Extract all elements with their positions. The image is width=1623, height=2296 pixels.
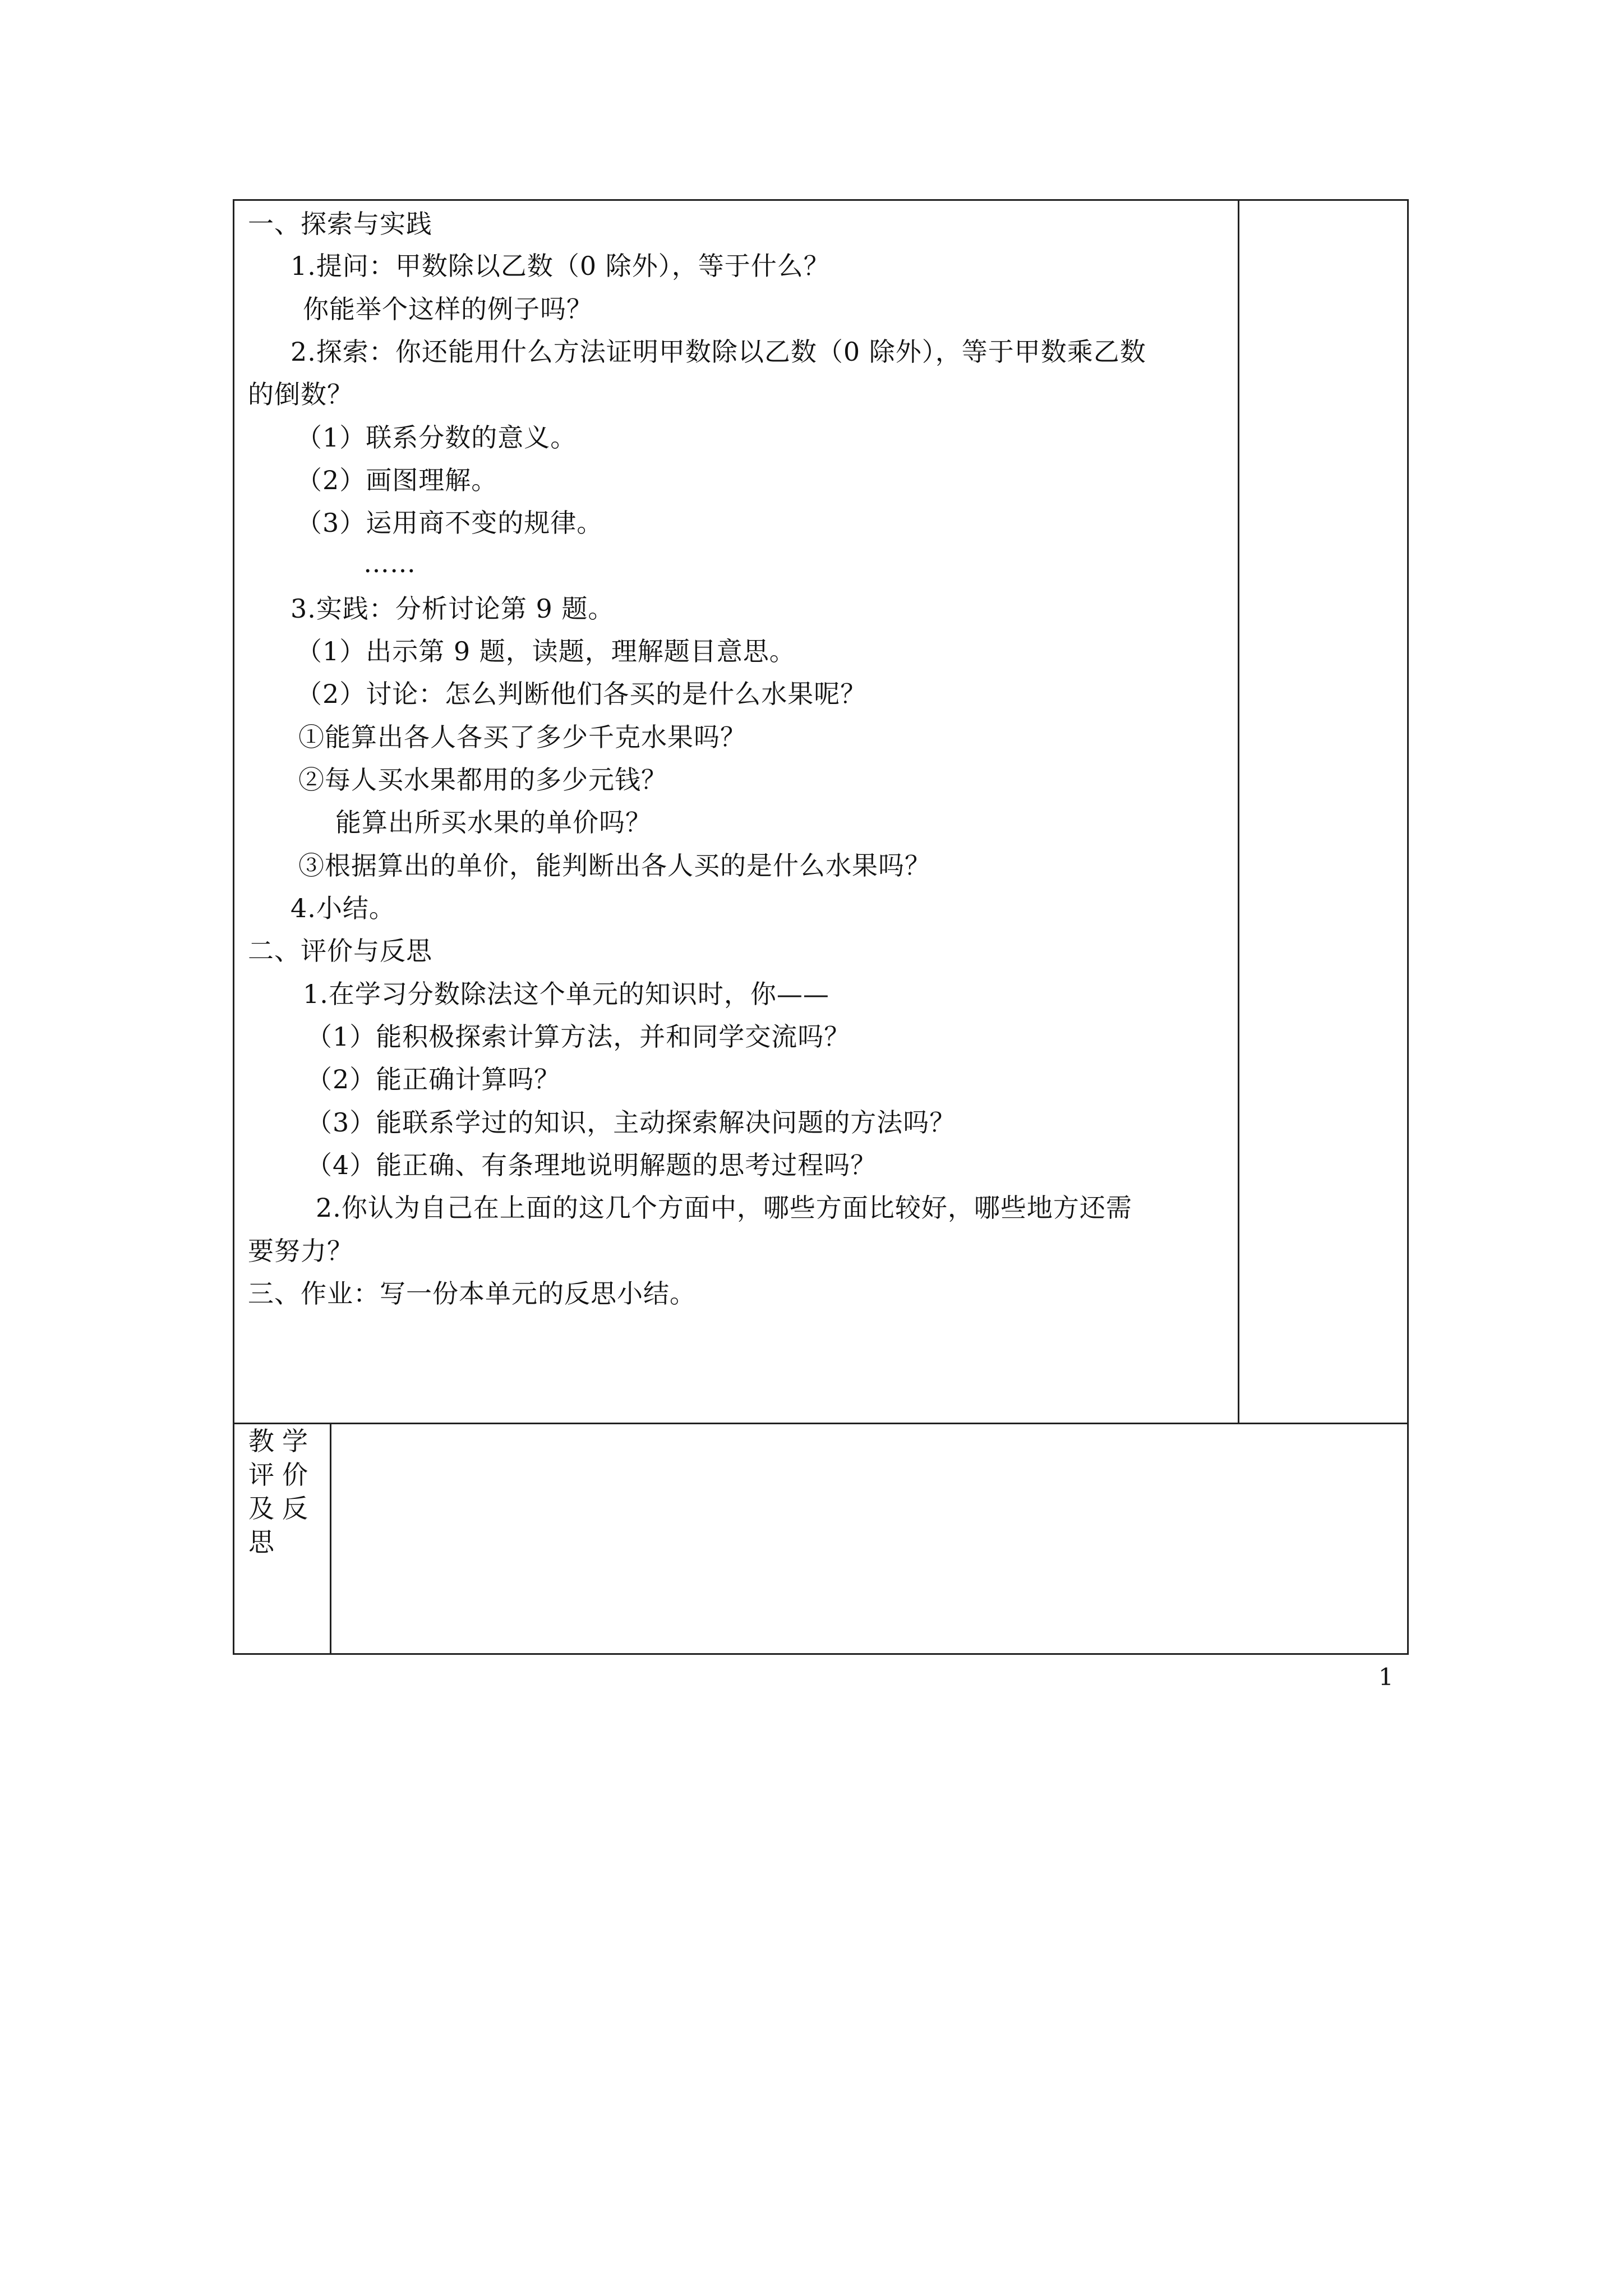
content-line: ①能算出各人各买了多少千克水果吗？ [298, 722, 746, 752]
content-line: 你能举个这样的例子吗？ [303, 294, 593, 324]
section-heading-homework: 三、作业：写一份本单元的反思小结。 [248, 1278, 696, 1309]
content-line: （4）能正确、有条理地说明解题的思考过程吗？ [306, 1150, 877, 1180]
content-line: 4.小结。 [291, 893, 395, 923]
ellipsis-line: …… [363, 548, 416, 578]
content-line: （1）出示第 9 题，读题，理解题目意思。 [296, 636, 796, 666]
content-line: （3）能联系学过的知识，主动探索解决问题的方法吗？ [306, 1107, 956, 1138]
content-line: 1.提问：甲数除以乙数（0 除外），等于什么？ [291, 251, 830, 281]
content-line: ②每人买水果都用的多少元钱？ [298, 765, 667, 795]
content-line: （3）运用商不变的规律。 [296, 508, 603, 538]
content-line: （2）能正确计算吗？ [306, 1064, 561, 1094]
section-heading-explore: 一、探索与实践 [248, 209, 432, 239]
reflection-label: 教学评价及反思 [248, 1426, 316, 1557]
content-line: 的倒数？ [248, 379, 353, 409]
lesson-content-cell [234, 201, 1239, 1424]
content-line: （1）联系分数的意义。 [296, 422, 577, 453]
content-line: 1.在学习分数除法这个单元的知识时，你—— [303, 979, 829, 1009]
reflection-content-cell [331, 1424, 1407, 1653]
side-notes-cell [1239, 201, 1407, 1424]
lesson-plan-table [233, 199, 1409, 1655]
page-number: 1 [1378, 1663, 1394, 1691]
content-line: 2.你认为自己在上面的这几个方面中，哪些方面比较好，哪些地方还需 [316, 1193, 1132, 1223]
content-line: （1）能积极探索计算方法，并和同学交流吗？ [306, 1022, 851, 1052]
content-line: （2）画图理解。 [296, 465, 498, 495]
content-line: 要努力？ [248, 1236, 353, 1266]
reflection-label-cell [234, 1424, 331, 1653]
content-line: 能算出所买水果的单价吗？ [335, 807, 652, 838]
content-line: （2）讨论：怎么判断他们各买的是什么水果呢？ [296, 679, 867, 709]
content-line: 3.实践：分析讨论第 9 题。 [291, 593, 615, 624]
content-line: 2.探索：你还能用什么方法证明甲数除以乙数（0 除外），等于甲数乘乙数 [291, 337, 1146, 367]
section-heading-evaluate: 二、评价与反思 [248, 936, 432, 966]
content-line: ③根据算出的单价，能判断出各人买的是什么水果吗？ [298, 850, 931, 881]
